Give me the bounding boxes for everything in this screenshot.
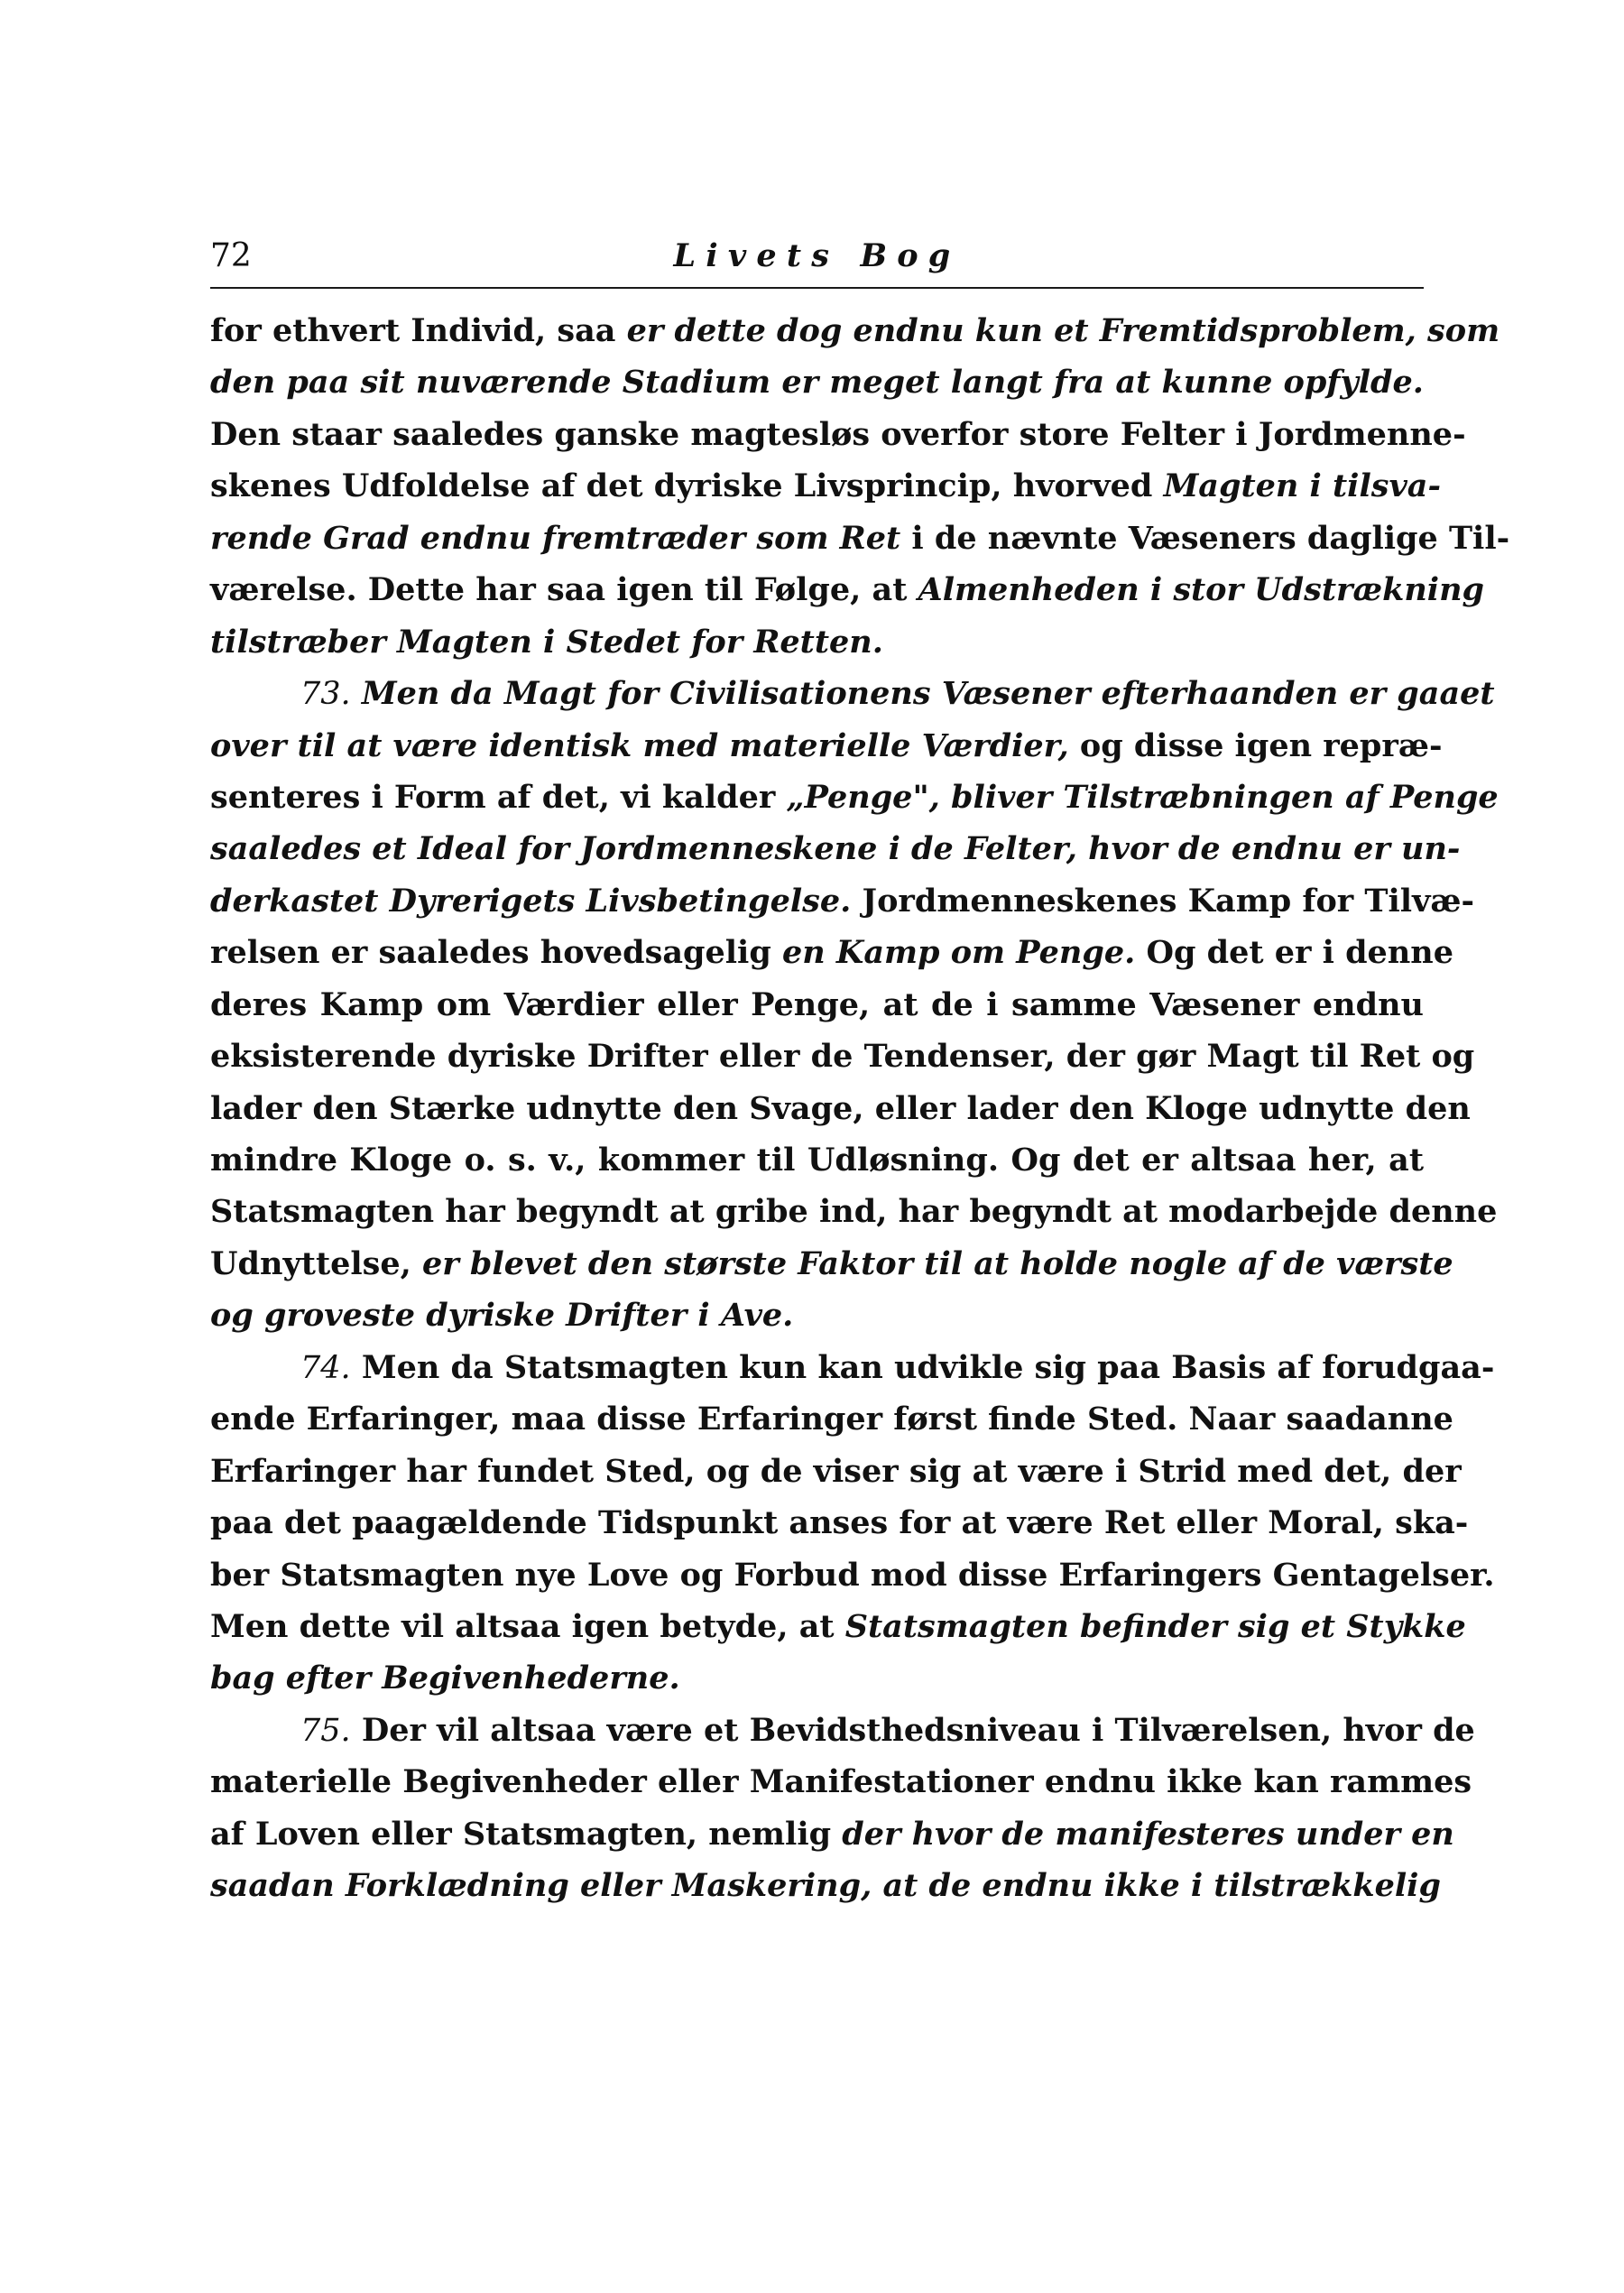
running-title: Livets Bog [673, 237, 961, 274]
emphasis-text: „Penge", bliver Tilstræbningen af Penge [786, 778, 1499, 816]
text-line [210, 1860, 1441, 1911]
text-line [210, 1705, 1475, 1756]
emphasis-text: saaledes et Ideal for Jordmenneskene i de Felter, hvor de endnu er un- [210, 830, 1461, 868]
text-line [210, 772, 1499, 823]
text-line [210, 1393, 1453, 1445]
text-segment: paa det paagældende Tidspunkt anses for at være Ret eller Moral, ska- [210, 1504, 1469, 1542]
text-line [210, 875, 1475, 927]
text-segment: mindre Kloge o. s. v., kommer til Udløsning. Og det er altsaa her, at [210, 1142, 1424, 1179]
text-segment: og disse igen repræ- [1068, 726, 1443, 764]
text-line [210, 409, 1466, 460]
page-number: 72 [210, 237, 252, 274]
emphasis-text: tilstræber Magten i Stedet for Retten. [210, 623, 883, 661]
page-header [210, 233, 1424, 289]
text-segment: for ethvert Individ, saa [210, 312, 627, 349]
emphasis-text: Men da Magt for Civilisationens Væsener efterhaanden er gaaet [350, 675, 1495, 713]
text-segment: Men da Statsmagten kun kan udvikle sig paa Basis af forudgaa- [350, 1348, 1495, 1386]
text-segment: relsen er saaledes hovedsagelig [210, 934, 782, 972]
emphasis-text: er dette dog endnu kun et Fremtidsproblem, som [626, 312, 1500, 349]
text-segment: Og det er i denne [1135, 934, 1453, 972]
text-segment: ber Statsmagten nye Love og Forbud mod disse Erfaringers Gentagelser. [210, 1556, 1495, 1594]
emphasis-text: Almenheden i stor Udstrækning [918, 571, 1484, 609]
text-segment: materielle Begivenheder eller Manifestationer endnu ikke kan rammes [210, 1763, 1472, 1801]
emphasis-text: Statsmagten befinder sig et Stykke [844, 1607, 1466, 1645]
paragraph-number: 75. [300, 1712, 351, 1749]
text-line [210, 668, 1495, 719]
text-segment: Erfaringer har fundet Sted, og de viser sig at være i Strid med det, der [210, 1452, 1462, 1490]
text-line [210, 356, 1424, 408]
text-segment: Statsmagten har begyndt at gribe ind, har begyndt at modarbejde denne [210, 1193, 1498, 1231]
text-segment: deres Kamp om Værdier eller Penge, at de i samme Væsener endnu [210, 985, 1424, 1023]
text-line [210, 1446, 1462, 1497]
paragraph-number: 73. [300, 676, 351, 713]
emphasis-text: saadan Forklædning eller Maskering, at de endnu ikke i tilstrækkelig [210, 1867, 1441, 1905]
emphasis-text: Magten i tilsva- [1163, 467, 1442, 505]
text-line [210, 927, 1453, 978]
text-line [210, 513, 1510, 564]
text-line [210, 979, 1424, 1031]
text-segment: Men dette vil altsaa igen betyde, at [210, 1607, 845, 1645]
text-segment: senteres i Form af det, vi kalder [210, 778, 787, 816]
emphasis-text: der hvor de manifesteres under en [842, 1815, 1454, 1853]
text-line [210, 823, 1461, 874]
emphasis-text: over til at være identisk med materielle Værdier, [210, 726, 1069, 764]
text-line [210, 1497, 1469, 1549]
text-line [210, 564, 1484, 615]
emphasis-text: bag efter Begivenhederne. [210, 1660, 680, 1697]
text-line [210, 460, 1442, 512]
text-line [210, 1601, 1466, 1652]
text-segment: Der vil altsaa være et Bevidsthedsniveau i Tilværelsen, hvor de [350, 1711, 1475, 1749]
emphasis-text: den paa sit nuværende Stadium er meget langt fra at kunne opfylde. [210, 364, 1424, 402]
text-line [210, 1238, 1453, 1290]
text-segment: Den staar saaledes ganske magtesløs overfor store Felter i Jordmenne- [210, 415, 1466, 453]
text-line [210, 1290, 1424, 1341]
text-segment: Udnyttelse, [210, 1244, 423, 1282]
text-line [210, 1186, 1498, 1237]
emphasis-text: er blevet den største Faktor til at holde nogle af de værste [422, 1244, 1453, 1282]
text-line [210, 1756, 1472, 1808]
text-line [210, 616, 1424, 668]
text-line [210, 1808, 1454, 1860]
text-segment: ende Erfaringer, maa disse Erfaringer først finde Sted. Naar saadanne [210, 1401, 1453, 1438]
text-line [210, 1083, 1471, 1134]
emphasis-text: rende Grad endnu fremtræder som Ret [210, 519, 901, 557]
text-segment: eksisterende dyriske Drifter eller de Tendenser, der gør Magt til Ret og [210, 1038, 1475, 1076]
emphasis-text: og groveste dyriske Drifter i Ave. [210, 1297, 794, 1335]
text-line [210, 1342, 1495, 1393]
text-line [210, 1652, 1424, 1704]
text-line [210, 720, 1443, 772]
paragraph-number: 74. [300, 1349, 351, 1386]
text-segment: Jordmenneskenes Kamp for Tilvæ- [851, 882, 1475, 920]
body-text [210, 305, 1510, 1912]
text-line [210, 305, 1500, 356]
text-segment: af Loven eller Statsmagten, nemlig [210, 1815, 843, 1853]
text-segment: værelse. Dette har saa igen til Følge, at [210, 571, 918, 609]
text-segment: i de nævnte Væseners daglige Til- [900, 519, 1510, 557]
text-line [210, 1031, 1475, 1082]
emphasis-text: en Kamp om Penge. [782, 934, 1136, 972]
text-line [210, 1549, 1495, 1601]
text-line [210, 1134, 1424, 1186]
text-segment: lader den Stærke udnytte den Svage, eller lader den Kloge udnytte den [210, 1089, 1471, 1127]
text-segment: skenes Udfoldelse af det dyriske Livsprincip, hvorved [210, 467, 1164, 505]
emphasis-text: derkastet Dyrerigets Livsbetingelse. [210, 882, 852, 920]
